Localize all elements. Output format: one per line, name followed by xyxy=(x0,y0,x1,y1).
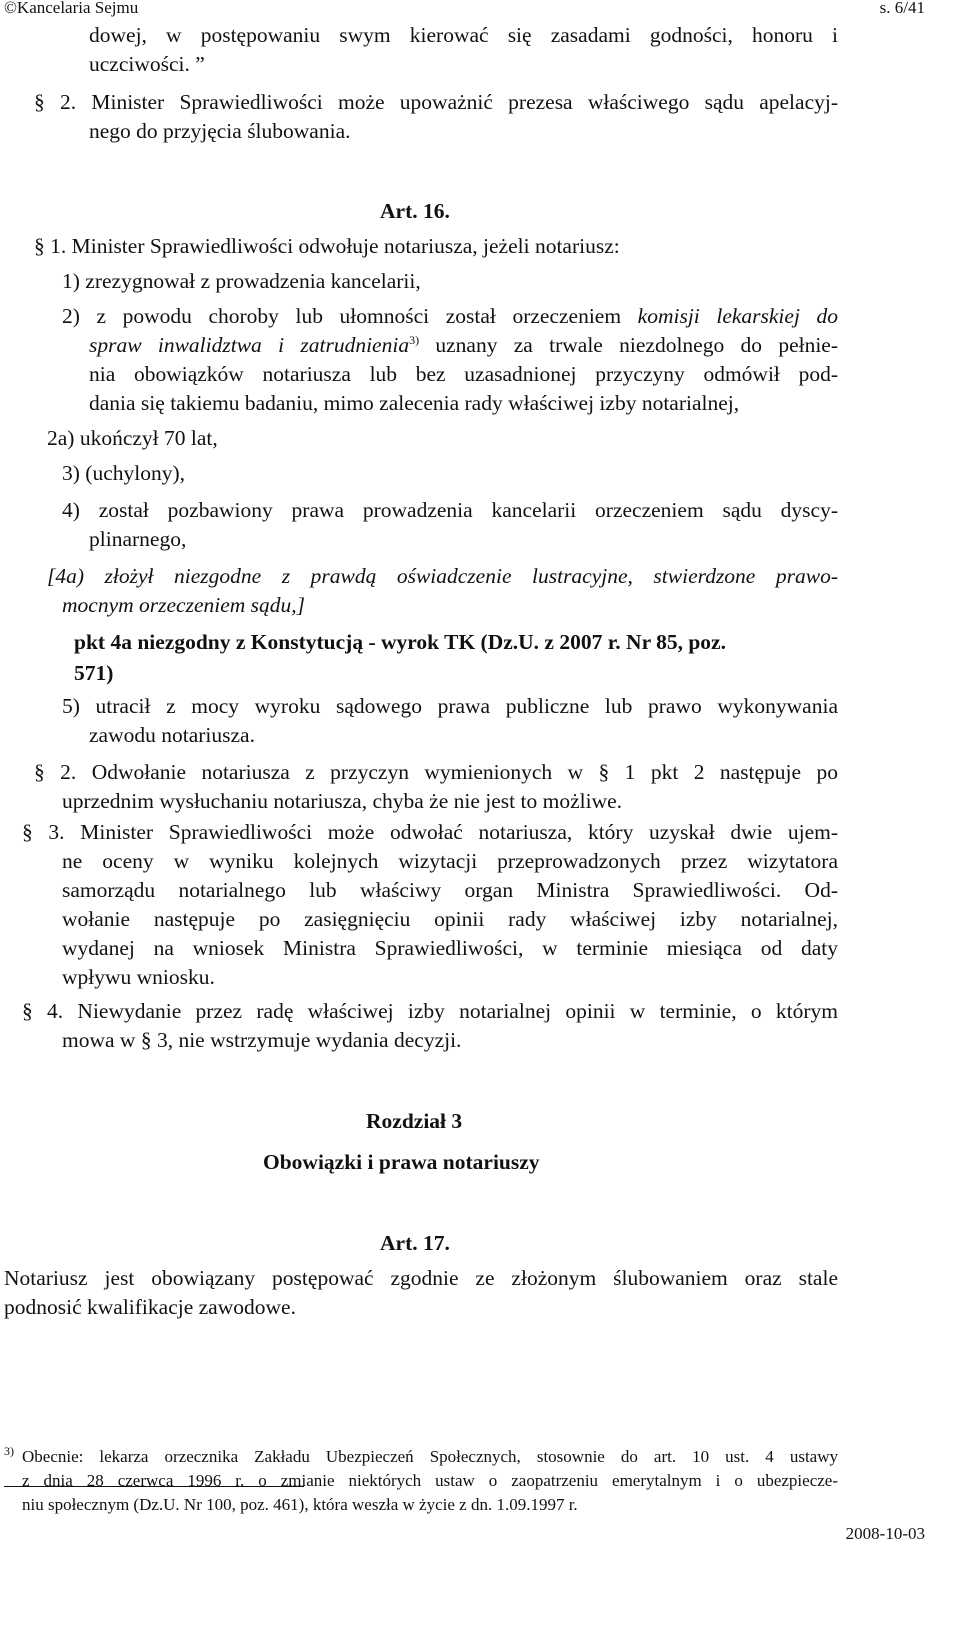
footnote-line: niu społecznym (Dz.U. Nr 100, poz. 461), która weszła w życie z dn. 1.09.1997 r. xyxy=(22,1495,578,1514)
list-item-line: zawodu notariusza. xyxy=(89,723,255,747)
chapter-heading: Rozdział 3 xyxy=(366,1109,463,1133)
list-item-line: dania się takiemu badaniu, mimo zalecenia rady właściwej izby notarialnej, xyxy=(89,391,740,415)
list-item: 2) z powodu choroby lub ułomności został orzeczeniem komisji lekarskiej do xyxy=(62,304,839,328)
court-note: 571) xyxy=(74,661,114,685)
paragraph-line: wołanie następuje po zasięgnięciu opinii rady właściwej izby notarialnej, xyxy=(62,907,838,931)
paragraph-line: uprzednim wysłuchaniu notariusza, chyba że nie jest to możliwe. xyxy=(62,789,623,813)
chapter-title: Obowiązki i prawa notariuszy xyxy=(263,1150,540,1174)
footnote-line: Obecnie: lekarza orzecznika Zakładu Ubezpieczeń Społecznych, stosownie do art. 10 ust. 4 ustawy xyxy=(22,1447,838,1466)
paragraph-line: mowa w § 3, nie wstrzymuje wydania decyzji. xyxy=(62,1028,462,1052)
list-item: 4) został pozbawiony prawa prowadzenia kancelarii orzeczeniem sądu dyscy- xyxy=(62,498,838,522)
list-item-line: spraw inwalidztwa i zatrudnienia$^{3)}$ uznany za trwale niezdolnego do pełnie- xyxy=(89,332,839,357)
paragraph-line: podnosić kwalifikacje zawodowe. xyxy=(4,1295,296,1319)
court-note: pkt 4a niezgodny z Konstytucją - wyrok TK (Dz.U. z 2007 r. Nr 85, poz. xyxy=(74,630,726,654)
paragraph-line: § 4. Niewydanie przez radę właściwej izby notarialnej opinii w terminie, o którym xyxy=(22,999,838,1023)
list-item-line: plinarnego, xyxy=(89,527,187,551)
paragraph-line: nego do przyjęcia ślubowania. xyxy=(89,119,351,143)
paragraph-line: ne oceny w wyniku kolejnych wizytacji przeprowadzonych przez wizytatora xyxy=(62,849,838,873)
list-item-line: nia obowiązków notariusza lub bez uzasadnionej przyczyny odmówił pod- xyxy=(89,362,838,386)
paragraph-line: § 2. Odwołanie notariusza z przyczyn wymienionych w § 1 pkt 2 następuje po xyxy=(34,760,838,784)
text-line: uczciwości. ” xyxy=(89,52,205,76)
paragraph-line: Notariusz jest obowiązany postępować zgodnie ze złożonym ślubowaniem oraz stale xyxy=(4,1266,838,1290)
header-source: ©Kancelaria Sejmu xyxy=(4,0,139,17)
paragraph-line: § 1. Minister Sprawiedliwości odwołuje notariusza, jeżeli notariusz: xyxy=(34,234,620,258)
repealed-item-line: mocnym orzeczeniem sądu,] xyxy=(62,593,306,617)
list-item: 1) zrezygnował z prowadzenia kancelarii, xyxy=(62,269,421,293)
list-item: 2a) ukończył 70 lat, xyxy=(47,426,218,450)
paragraph-line: § 2. Minister Sprawiedliwości może upoważnić prezesa właściwego sądu apelacyj- xyxy=(34,90,838,114)
article-heading: Art. 17. xyxy=(380,1231,450,1255)
text-line: dowej, w postępowaniu swym kierować się zasadami godności, honoru i xyxy=(89,23,838,47)
paragraph-line: § 3. Minister Sprawiedliwości może odwołać notariusza, który uzyskał dwie ujem- xyxy=(22,820,838,844)
paragraph-line: wydanej na wniosek Ministra Sprawiedliwości, w terminie miesiąca od daty xyxy=(62,936,838,960)
page-number: s. 6/41 xyxy=(879,0,925,17)
list-item: 5) utracił z mocy wyroku sądowego prawa publiczne lub prawo wykonywania xyxy=(62,694,838,718)
footnote-ref: 3) xyxy=(409,332,420,347)
paragraph-line: samorządu notarialnego lub właściwy organ Ministra Sprawiedliwości. Od- xyxy=(62,878,838,902)
paragraph-line: wpływu wniosku. xyxy=(62,965,215,989)
article-heading: Art. 16. xyxy=(380,199,450,223)
repealed-item: [4a) złożył niezgodne z prawdą oświadczenie lustracyjne, stwierdzone prawo- xyxy=(47,564,838,588)
list-item: 3) (uchylony), xyxy=(62,461,185,485)
footer-date: 2008-10-03 xyxy=(845,1524,925,1543)
footnote-line: z dnia 28 czerwca 1996 r. o zmianie niektórych ustaw o zaopatrzeniu emerytalnym i o ubezpiecze- xyxy=(22,1471,838,1490)
footnote-marker: 3) xyxy=(4,1444,14,1458)
